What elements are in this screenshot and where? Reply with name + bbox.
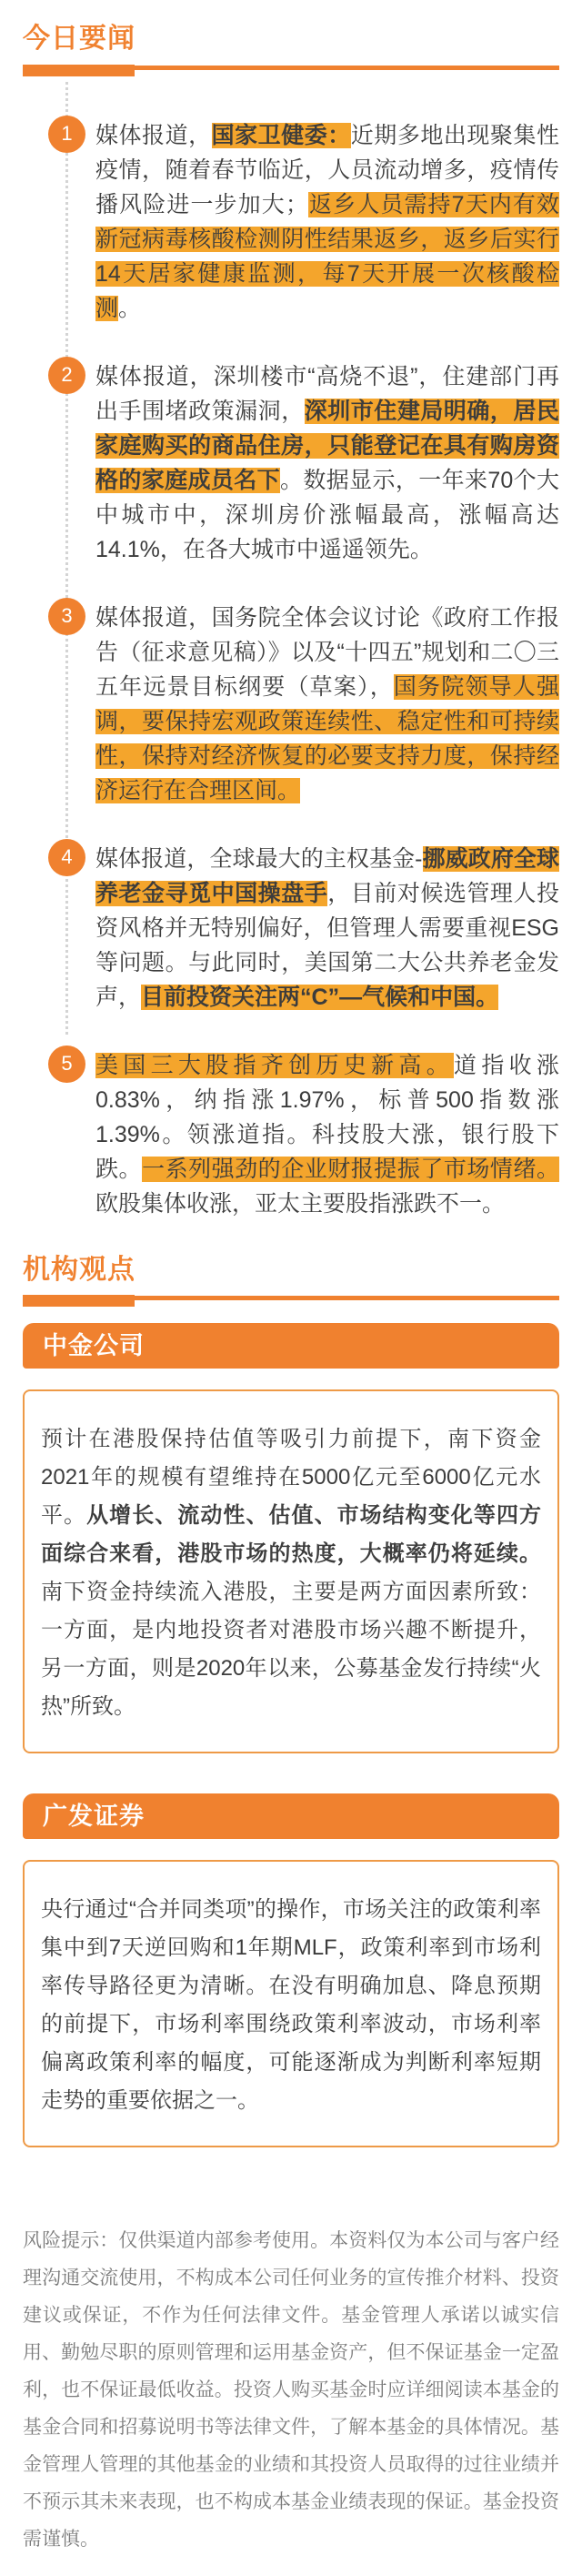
item-number-badge: 4	[48, 839, 85, 876]
section-divider	[23, 65, 559, 76]
opinions-title: 机构观点	[23, 1254, 135, 1285]
opinion-box-gf-securities	[23, 1860, 559, 2147]
divider-thick-segment	[23, 1295, 135, 1307]
org-header-cicc: 中金公司	[23, 1323, 559, 1369]
item-number-badge: 5	[48, 1046, 85, 1083]
opinion-text-gf-securities: 央行通过“合并同类项”的操作，市场关注的政策利率集中到7天逆回购和1年期MLF，政策利率到市场利率传导路径更为清晰。在没有明确加息、降息预期的前提下，市场利率围绕政策利率波动，市场利率偏离政策利率的幅度，可能逐渐成为判断利率短期走势的重要依据之一。	[41, 1897, 541, 2113]
news-item-text: 美国三大股指齐创历史新高。道指收涨0.83%，纳指涨1.97%，标普500指数涨1.39%。领涨道指。科技股大涨，银行股下跌。一系列强劲的企业财报提振了市场情绪。欧股集体收涨，亚太主要股指涨跌不一。	[95, 1052, 559, 1217]
item-number-badge: 2	[48, 357, 85, 394]
news-item-text: 媒体报道，全球最大的主权基金-挪威政府全球养老金寻觅中国操盘手，目前对候选管理人投资风格并无特别偏好，但管理人需要重视ESG等问题。与此同时，美国第二大公共养老金发声，目前投资关注两“C”—气候和中国。	[95, 845, 559, 1010]
risk-disclaimer: 风险提示：仅供渠道内部参考使用。本资料仅为本公司与客户经理沟通交流使用，不构成本公司任何业务的宣传推介材料、投资建议或保证，不作为任何法律文件。基金管理人承诺以诚实信用、勤勉尽职的原则管理和运用基金资产，但不保证基金一定盈利，也不保证最低收益。投资人购买基金时应详细阅读本基金的基金合同和招募说明书等法律文件，了解本基金的具体情况。基金管理人管理的其他基金的业绩和其投资人员取得的过往业绩并不预示其未来表现，也不构成本基金业绩表现的保证。基金投资需谨慎。	[23, 2230, 559, 2550]
section-divider	[23, 1295, 559, 1307]
news-item-1	[23, 118, 559, 326]
opinion-text-cicc: 预计在港股保持估值等吸引力前提下，南下资金2021年的规模有望维持在5000亿元至6000亿元水平。从增长、流动性、估值、市场结构变化等四方面综合来看，港股市场的热度，大概率仍将延续。南下资金持续流入港股，主要是两方面因素所致：一方面，是内地投资者对港股市场兴趣不断提升，另一方面，则是2020年以来，公募基金发行持续“火热”所致。	[41, 1427, 542, 1719]
opinions-header	[23, 1255, 559, 1308]
news-item-2	[23, 359, 559, 567]
divider-thick-segment	[23, 65, 135, 76]
today-news-header	[23, 24, 559, 76]
news-item-4	[23, 842, 559, 1015]
news-item-3	[23, 601, 559, 808]
news-item-text: 媒体报道，深圳楼市“高烧不退”，住建部门再出手围堵政策漏洞，深圳市住建局明确，居民家庭购买的商品住房，只能登记在具有购房资格的家庭成员名下。数据显示，一年来70个大中城市中，深圳房价涨幅最高，涨幅高达14.1%，在各大城市中遥遥领先。	[95, 363, 559, 562]
news-item-text: 媒体报道，国家卫健委：近期多地出现聚集性疫情，随着春节临近，人员流动增多，疫情传播风险进一步加大；返乡人员需持7天内有效新冠病毒核酸检测阴性结果返乡，返乡后实行14天居家健康监测，每7天开展一次核酸检测。	[95, 122, 559, 321]
item-number-badge: 3	[48, 598, 85, 635]
news-item-text: 媒体报道，国务院全体会议讨论《政府工作报告（征求意见稿）》以及“十四五”规划和二〇三五年远景目标纲要（草案），国务院领导人强调，要保持宏观政策连续性、稳定性和可持续性，保持对经济恢复的必要支持力度，保持经济运行在合理区间。	[95, 604, 559, 803]
today-news-title: 今日要闻	[23, 24, 135, 54]
news-list	[23, 118, 559, 1221]
spacer	[0, 1753, 582, 1777]
item-number-badge: 1	[48, 116, 85, 153]
institution-opinions-section	[0, 1255, 582, 2148]
news-item-5	[23, 1048, 559, 1221]
opinion-box-cicc	[23, 1389, 559, 1753]
org-header-gf-securities: 广发证券	[23, 1793, 559, 1839]
